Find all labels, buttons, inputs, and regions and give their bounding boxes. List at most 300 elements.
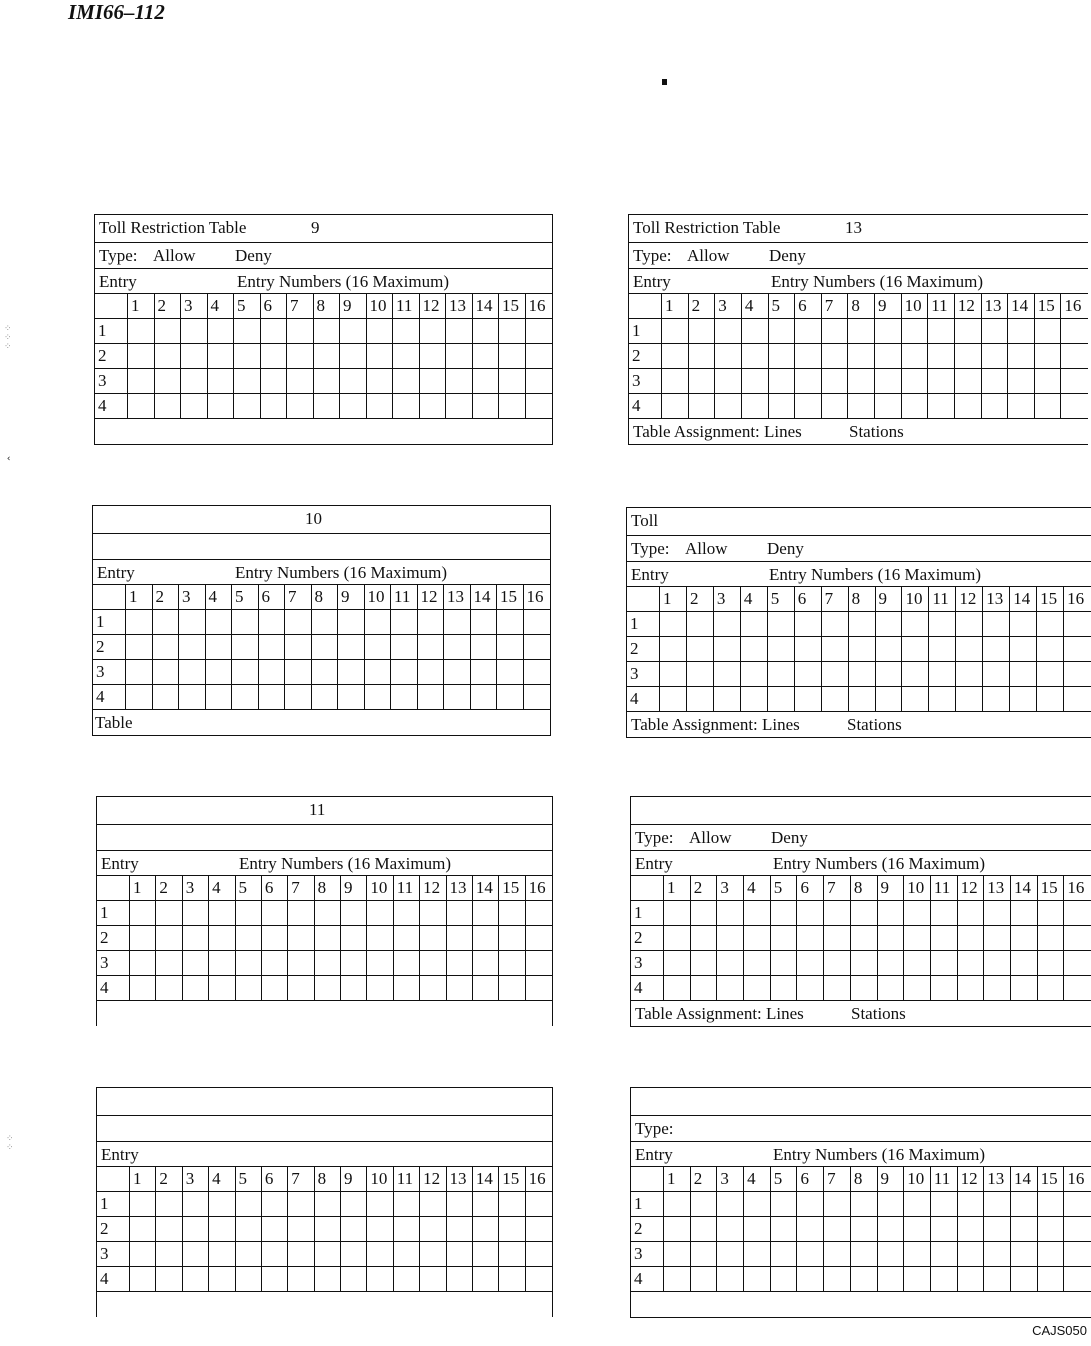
entry-cell[interactable] (499, 369, 526, 394)
entry-cell[interactable] (664, 1192, 691, 1217)
entry-cell[interactable] (1061, 394, 1088, 419)
entry-cell[interactable] (499, 1192, 525, 1217)
entry-cell[interactable] (418, 610, 445, 635)
entry-cell[interactable] (1038, 1192, 1065, 1217)
entry-cell[interactable] (259, 685, 286, 710)
entry-cell[interactable] (744, 901, 771, 926)
entry-cell[interactable] (183, 901, 209, 926)
entry-cell[interactable] (1035, 394, 1062, 419)
entry-cell[interactable] (958, 1267, 985, 1292)
entry-cell[interactable] (288, 901, 314, 926)
entry-cell[interactable] (130, 1217, 156, 1242)
entry-cell[interactable] (234, 344, 261, 369)
entry-cell[interactable] (444, 660, 471, 685)
entry-cell[interactable] (902, 612, 929, 637)
entry-cell[interactable] (315, 1242, 341, 1267)
entry-cell[interactable] (340, 369, 367, 394)
entry-cell[interactable] (931, 926, 958, 951)
entry-cell[interactable] (822, 687, 849, 712)
entry-cell[interactable] (689, 369, 716, 394)
entry-cell[interactable] (288, 1267, 314, 1292)
entry-cell[interactable] (394, 1267, 420, 1292)
entry-cell[interactable] (236, 1242, 262, 1267)
entry-cell[interactable] (982, 344, 1009, 369)
entry-cell[interactable] (365, 635, 392, 660)
entry-cell[interactable] (717, 976, 744, 1001)
entry-cell[interactable] (181, 319, 208, 344)
entry-cell[interactable] (340, 394, 367, 419)
entry-cell[interactable] (1011, 976, 1038, 1001)
entry-cell[interactable] (824, 901, 851, 926)
entry-cell[interactable] (715, 319, 742, 344)
entry-cell[interactable] (209, 901, 235, 926)
entry-cell[interactable] (285, 635, 312, 660)
entry-cell[interactable] (717, 1192, 744, 1217)
entry-cell[interactable] (1038, 1242, 1065, 1267)
entry-cell[interactable] (126, 685, 153, 710)
entry-cell[interactable] (315, 951, 341, 976)
entry-cell[interactable] (314, 369, 341, 394)
entry-cell[interactable] (771, 901, 798, 926)
entry-cell[interactable] (262, 1267, 288, 1292)
entry-cell[interactable] (1010, 687, 1037, 712)
entry-cell[interactable] (691, 951, 718, 976)
entry-cell[interactable] (288, 1217, 314, 1242)
entry-cell[interactable] (259, 660, 286, 685)
entry-cell[interactable] (262, 901, 288, 926)
entry-cell[interactable] (446, 344, 473, 369)
entry-cell[interactable] (902, 394, 929, 419)
entry-cell[interactable] (179, 685, 206, 710)
entry-cell[interactable] (797, 1192, 824, 1217)
entry-cell[interactable] (312, 660, 339, 685)
entry-cell[interactable] (526, 976, 552, 1001)
entry-cell[interactable] (851, 1267, 878, 1292)
entry-cell[interactable] (444, 685, 471, 710)
entry-cell[interactable] (904, 951, 931, 976)
entry-cell[interactable] (849, 687, 876, 712)
entry-cell[interactable] (795, 369, 822, 394)
entry-cell[interactable] (771, 1192, 798, 1217)
entry-cell[interactable] (497, 635, 524, 660)
entry-cell[interactable] (982, 369, 1009, 394)
entry-cell[interactable] (983, 612, 1010, 637)
entry-cell[interactable] (1064, 1192, 1091, 1217)
entry-cell[interactable] (851, 951, 878, 976)
entry-cell[interactable] (714, 612, 741, 637)
entry-cell[interactable] (155, 319, 182, 344)
entry-cell[interactable] (526, 319, 553, 344)
entry-cell[interactable] (418, 660, 445, 685)
entry-cell[interactable] (287, 319, 314, 344)
entry-cell[interactable] (155, 394, 182, 419)
entry-cell[interactable] (393, 394, 420, 419)
entry-cell[interactable] (1010, 612, 1037, 637)
entry-cell[interactable] (1011, 1242, 1038, 1267)
entry-cell[interactable] (904, 926, 931, 951)
entry-cell[interactable] (232, 685, 259, 710)
entry-cell[interactable] (287, 394, 314, 419)
entry-cell[interactable] (394, 976, 420, 1001)
entry-cell[interactable] (824, 951, 851, 976)
entry-cell[interactable] (471, 635, 498, 660)
entry-cell[interactable] (128, 394, 155, 419)
entry-cell[interactable] (393, 369, 420, 394)
entry-cell[interactable] (664, 901, 691, 926)
entry-cell[interactable] (662, 394, 689, 419)
entry-cell[interactable] (687, 662, 714, 687)
entry-cell[interactable] (315, 1217, 341, 1242)
entry-cell[interactable] (288, 1242, 314, 1267)
entry-cell[interactable] (715, 369, 742, 394)
entry-cell[interactable] (664, 1267, 691, 1292)
entry-cell[interactable] (984, 1192, 1011, 1217)
entry-cell[interactable] (446, 394, 473, 419)
entry-cell[interactable] (822, 369, 849, 394)
entry-cell[interactable] (1064, 687, 1091, 712)
entry-cell[interactable] (499, 976, 525, 1001)
entry-cell[interactable] (473, 319, 500, 344)
entry-cell[interactable] (984, 901, 1011, 926)
entry-cell[interactable] (524, 635, 551, 660)
entry-cell[interactable] (338, 685, 365, 710)
entry-cell[interactable] (660, 612, 687, 637)
entry-cell[interactable] (206, 610, 233, 635)
entry-cell[interactable] (744, 1217, 771, 1242)
entry-cell[interactable] (848, 369, 875, 394)
entry-cell[interactable] (208, 319, 235, 344)
entry-cell[interactable] (851, 1192, 878, 1217)
entry-cell[interactable] (664, 926, 691, 951)
entry-cell[interactable] (209, 976, 235, 1001)
entry-cell[interactable] (662, 369, 689, 394)
entry-cell[interactable] (261, 319, 288, 344)
entry-cell[interactable] (1064, 951, 1091, 976)
entry-cell[interactable] (689, 394, 716, 419)
entry-cell[interactable] (717, 1267, 744, 1292)
entry-cell[interactable] (341, 926, 367, 951)
entry-cell[interactable] (208, 394, 235, 419)
entry-cell[interactable] (236, 1192, 262, 1217)
entry-cell[interactable] (315, 976, 341, 1001)
entry-cell[interactable] (956, 612, 983, 637)
entry-cell[interactable] (367, 1192, 393, 1217)
entry-cell[interactable] (1037, 687, 1064, 712)
entry-cell[interactable] (499, 319, 526, 344)
entry-cell[interactable] (183, 976, 209, 1001)
entry-cell[interactable] (209, 1192, 235, 1217)
entry-cell[interactable] (524, 610, 551, 635)
entry-cell[interactable] (181, 394, 208, 419)
entry-cell[interactable] (1011, 1192, 1038, 1217)
entry-cell[interactable] (183, 1217, 209, 1242)
entry-cell[interactable] (958, 901, 985, 926)
entry-cell[interactable] (1038, 901, 1065, 926)
entry-cell[interactable] (768, 612, 795, 637)
entry-cell[interactable] (691, 1192, 718, 1217)
entry-cell[interactable] (851, 1242, 878, 1267)
entry-cell[interactable] (958, 1192, 985, 1217)
entry-cell[interactable] (446, 319, 473, 344)
entry-cell[interactable] (236, 1267, 262, 1292)
entry-cell[interactable] (795, 612, 822, 637)
entry-cell[interactable] (822, 662, 849, 687)
entry-cell[interactable] (420, 1267, 446, 1292)
entry-cell[interactable] (1035, 369, 1062, 394)
entry-cell[interactable] (365, 610, 392, 635)
entry-cell[interactable] (365, 685, 392, 710)
entry-cell[interactable] (156, 1242, 182, 1267)
entry-cell[interactable] (958, 1242, 985, 1267)
entry-cell[interactable] (958, 951, 985, 976)
entry-cell[interactable] (878, 976, 905, 1001)
entry-cell[interactable] (288, 1192, 314, 1217)
entry-cell[interactable] (285, 660, 312, 685)
entry-cell[interactable] (664, 976, 691, 1001)
entry-cell[interactable] (797, 1217, 824, 1242)
entry-cell[interactable] (691, 901, 718, 926)
entry-cell[interactable] (155, 369, 182, 394)
entry-cell[interactable] (126, 660, 153, 685)
entry-cell[interactable] (526, 1192, 552, 1217)
entry-cell[interactable] (418, 685, 445, 710)
entry-cell[interactable] (183, 951, 209, 976)
entry-cell[interactable] (262, 1192, 288, 1217)
entry-cell[interactable] (1064, 1267, 1091, 1292)
entry-cell[interactable] (367, 344, 394, 369)
entry-cell[interactable] (982, 319, 1009, 344)
entry-cell[interactable] (232, 610, 259, 635)
entry-cell[interactable] (717, 901, 744, 926)
entry-cell[interactable] (875, 394, 902, 419)
entry-cell[interactable] (742, 319, 769, 344)
entry-cell[interactable] (714, 662, 741, 687)
entry-cell[interactable] (183, 926, 209, 951)
entry-cell[interactable] (444, 635, 471, 660)
entry-cell[interactable] (689, 319, 716, 344)
entry-cell[interactable] (447, 1192, 473, 1217)
entry-cell[interactable] (126, 635, 153, 660)
entry-cell[interactable] (691, 1217, 718, 1242)
entry-cell[interactable] (234, 394, 261, 419)
entry-cell[interactable] (394, 1217, 420, 1242)
entry-cell[interactable] (1038, 1267, 1065, 1292)
entry-cell[interactable] (473, 951, 499, 976)
entry-cell[interactable] (367, 976, 393, 1001)
entry-cell[interactable] (314, 319, 341, 344)
entry-cell[interactable] (473, 1192, 499, 1217)
entry-cell[interactable] (315, 1192, 341, 1217)
entry-cell[interactable] (664, 951, 691, 976)
entry-cell[interactable] (902, 662, 929, 687)
entry-cell[interactable] (153, 660, 180, 685)
entry-cell[interactable] (526, 951, 552, 976)
entry-cell[interactable] (130, 926, 156, 951)
entry-cell[interactable] (1008, 369, 1035, 394)
entry-cell[interactable] (206, 635, 233, 660)
entry-cell[interactable] (715, 394, 742, 419)
entry-cell[interactable] (742, 394, 769, 419)
entry-cell[interactable] (367, 369, 394, 394)
entry-cell[interactable] (824, 1192, 851, 1217)
entry-cell[interactable] (393, 319, 420, 344)
entry-cell[interactable] (664, 1242, 691, 1267)
entry-cell[interactable] (660, 637, 687, 662)
entry-cell[interactable] (824, 1267, 851, 1292)
entry-cell[interactable] (153, 610, 180, 635)
entry-cell[interactable] (902, 637, 929, 662)
entry-cell[interactable] (156, 1217, 182, 1242)
entry-cell[interactable] (929, 612, 956, 637)
entry-cell[interactable] (1011, 1267, 1038, 1292)
entry-cell[interactable] (958, 1217, 985, 1242)
entry-cell[interactable] (394, 1242, 420, 1267)
entry-cell[interactable] (314, 394, 341, 419)
entry-cell[interactable] (287, 344, 314, 369)
entry-cell[interactable] (744, 1192, 771, 1217)
entry-cell[interactable] (687, 612, 714, 637)
entry-cell[interactable] (1011, 926, 1038, 951)
entry-cell[interactable] (768, 637, 795, 662)
entry-cell[interactable] (367, 926, 393, 951)
entry-cell[interactable] (261, 344, 288, 369)
entry-cell[interactable] (902, 687, 929, 712)
entry-cell[interactable] (984, 1217, 1011, 1242)
entry-cell[interactable] (955, 394, 982, 419)
entry-cell[interactable] (662, 344, 689, 369)
entry-cell[interactable] (312, 635, 339, 660)
entry-cell[interactable] (499, 394, 526, 419)
entry-cell[interactable] (524, 660, 551, 685)
entry-cell[interactable] (1064, 926, 1091, 951)
entry-cell[interactable] (499, 1242, 525, 1267)
entry-cell[interactable] (473, 901, 499, 926)
entry-cell[interactable] (714, 687, 741, 712)
entry-cell[interactable] (128, 344, 155, 369)
entry-cell[interactable] (208, 344, 235, 369)
entry-cell[interactable] (209, 951, 235, 976)
entry-cell[interactable] (312, 685, 339, 710)
entry-cell[interactable] (155, 344, 182, 369)
entry-cell[interactable] (471, 660, 498, 685)
entry-cell[interactable] (130, 1242, 156, 1267)
entry-cell[interactable] (444, 610, 471, 635)
entry-cell[interactable] (876, 687, 903, 712)
entry-cell[interactable] (1064, 976, 1091, 1001)
entry-cell[interactable] (209, 1242, 235, 1267)
entry-cell[interactable] (1037, 612, 1064, 637)
entry-cell[interactable] (1037, 637, 1064, 662)
entry-cell[interactable] (394, 901, 420, 926)
entry-cell[interactable] (338, 610, 365, 635)
entry-cell[interactable] (183, 1192, 209, 1217)
entry-cell[interactable] (288, 976, 314, 1001)
entry-cell[interactable] (340, 344, 367, 369)
entry-cell[interactable] (153, 685, 180, 710)
entry-cell[interactable] (1061, 319, 1088, 344)
entry-cell[interactable] (904, 1267, 931, 1292)
entry-cell[interactable] (526, 1267, 552, 1292)
entry-cell[interactable] (447, 1267, 473, 1292)
entry-cell[interactable] (420, 976, 446, 1001)
entry-cell[interactable] (849, 637, 876, 662)
entry-cell[interactable] (851, 1217, 878, 1242)
entry-cell[interactable] (209, 1217, 235, 1242)
entry-cell[interactable] (875, 319, 902, 344)
entry-cell[interactable] (956, 687, 983, 712)
entry-cell[interactable] (418, 635, 445, 660)
entry-cell[interactable] (315, 1267, 341, 1292)
entry-cell[interactable] (128, 319, 155, 344)
entry-cell[interactable] (771, 976, 798, 1001)
entry-cell[interactable] (769, 369, 796, 394)
entry-cell[interactable] (1064, 612, 1091, 637)
entry-cell[interactable] (236, 951, 262, 976)
entry-cell[interactable] (367, 319, 394, 344)
entry-cell[interactable] (797, 1267, 824, 1292)
entry-cell[interactable] (771, 1217, 798, 1242)
entry-cell[interactable] (526, 926, 552, 951)
entry-cell[interactable] (338, 635, 365, 660)
entry-cell[interactable] (341, 901, 367, 926)
entry-cell[interactable] (984, 1267, 1011, 1292)
entry-cell[interactable] (420, 951, 446, 976)
entry-cell[interactable] (130, 1192, 156, 1217)
entry-cell[interactable] (878, 1192, 905, 1217)
entry-cell[interactable] (312, 610, 339, 635)
entry-cell[interactable] (662, 319, 689, 344)
entry-cell[interactable] (394, 1192, 420, 1217)
entry-cell[interactable] (904, 1217, 931, 1242)
entry-cell[interactable] (955, 344, 982, 369)
entry-cell[interactable] (526, 1217, 552, 1242)
entry-cell[interactable] (958, 926, 985, 951)
entry-cell[interactable] (473, 1242, 499, 1267)
entry-cell[interactable] (744, 1267, 771, 1292)
entry-cell[interactable] (848, 319, 875, 344)
entry-cell[interactable] (526, 1242, 552, 1267)
entry-cell[interactable] (341, 1217, 367, 1242)
entry-cell[interactable] (1008, 394, 1035, 419)
entry-cell[interactable] (1008, 344, 1035, 369)
entry-cell[interactable] (391, 685, 418, 710)
entry-cell[interactable] (130, 1267, 156, 1292)
entry-cell[interactable] (365, 660, 392, 685)
entry-cell[interactable] (931, 1217, 958, 1242)
entry-cell[interactable] (447, 1242, 473, 1267)
entry-cell[interactable] (209, 1267, 235, 1292)
entry-cell[interactable] (691, 976, 718, 1001)
entry-cell[interactable] (928, 394, 955, 419)
entry-cell[interactable] (795, 319, 822, 344)
entry-cell[interactable] (849, 662, 876, 687)
entry-cell[interactable] (420, 1242, 446, 1267)
entry-cell[interactable] (984, 1242, 1011, 1267)
entry-cell[interactable] (822, 394, 849, 419)
entry-cell[interactable] (234, 369, 261, 394)
entry-cell[interactable] (769, 319, 796, 344)
entry-cell[interactable] (499, 1267, 525, 1292)
entry-cell[interactable] (931, 1267, 958, 1292)
entry-cell[interactable] (471, 685, 498, 710)
entry-cell[interactable] (420, 901, 446, 926)
entry-cell[interactable] (206, 660, 233, 685)
entry-cell[interactable] (715, 344, 742, 369)
entry-cell[interactable] (717, 951, 744, 976)
entry-cell[interactable] (341, 1267, 367, 1292)
entry-cell[interactable] (742, 344, 769, 369)
entry-cell[interactable] (822, 637, 849, 662)
